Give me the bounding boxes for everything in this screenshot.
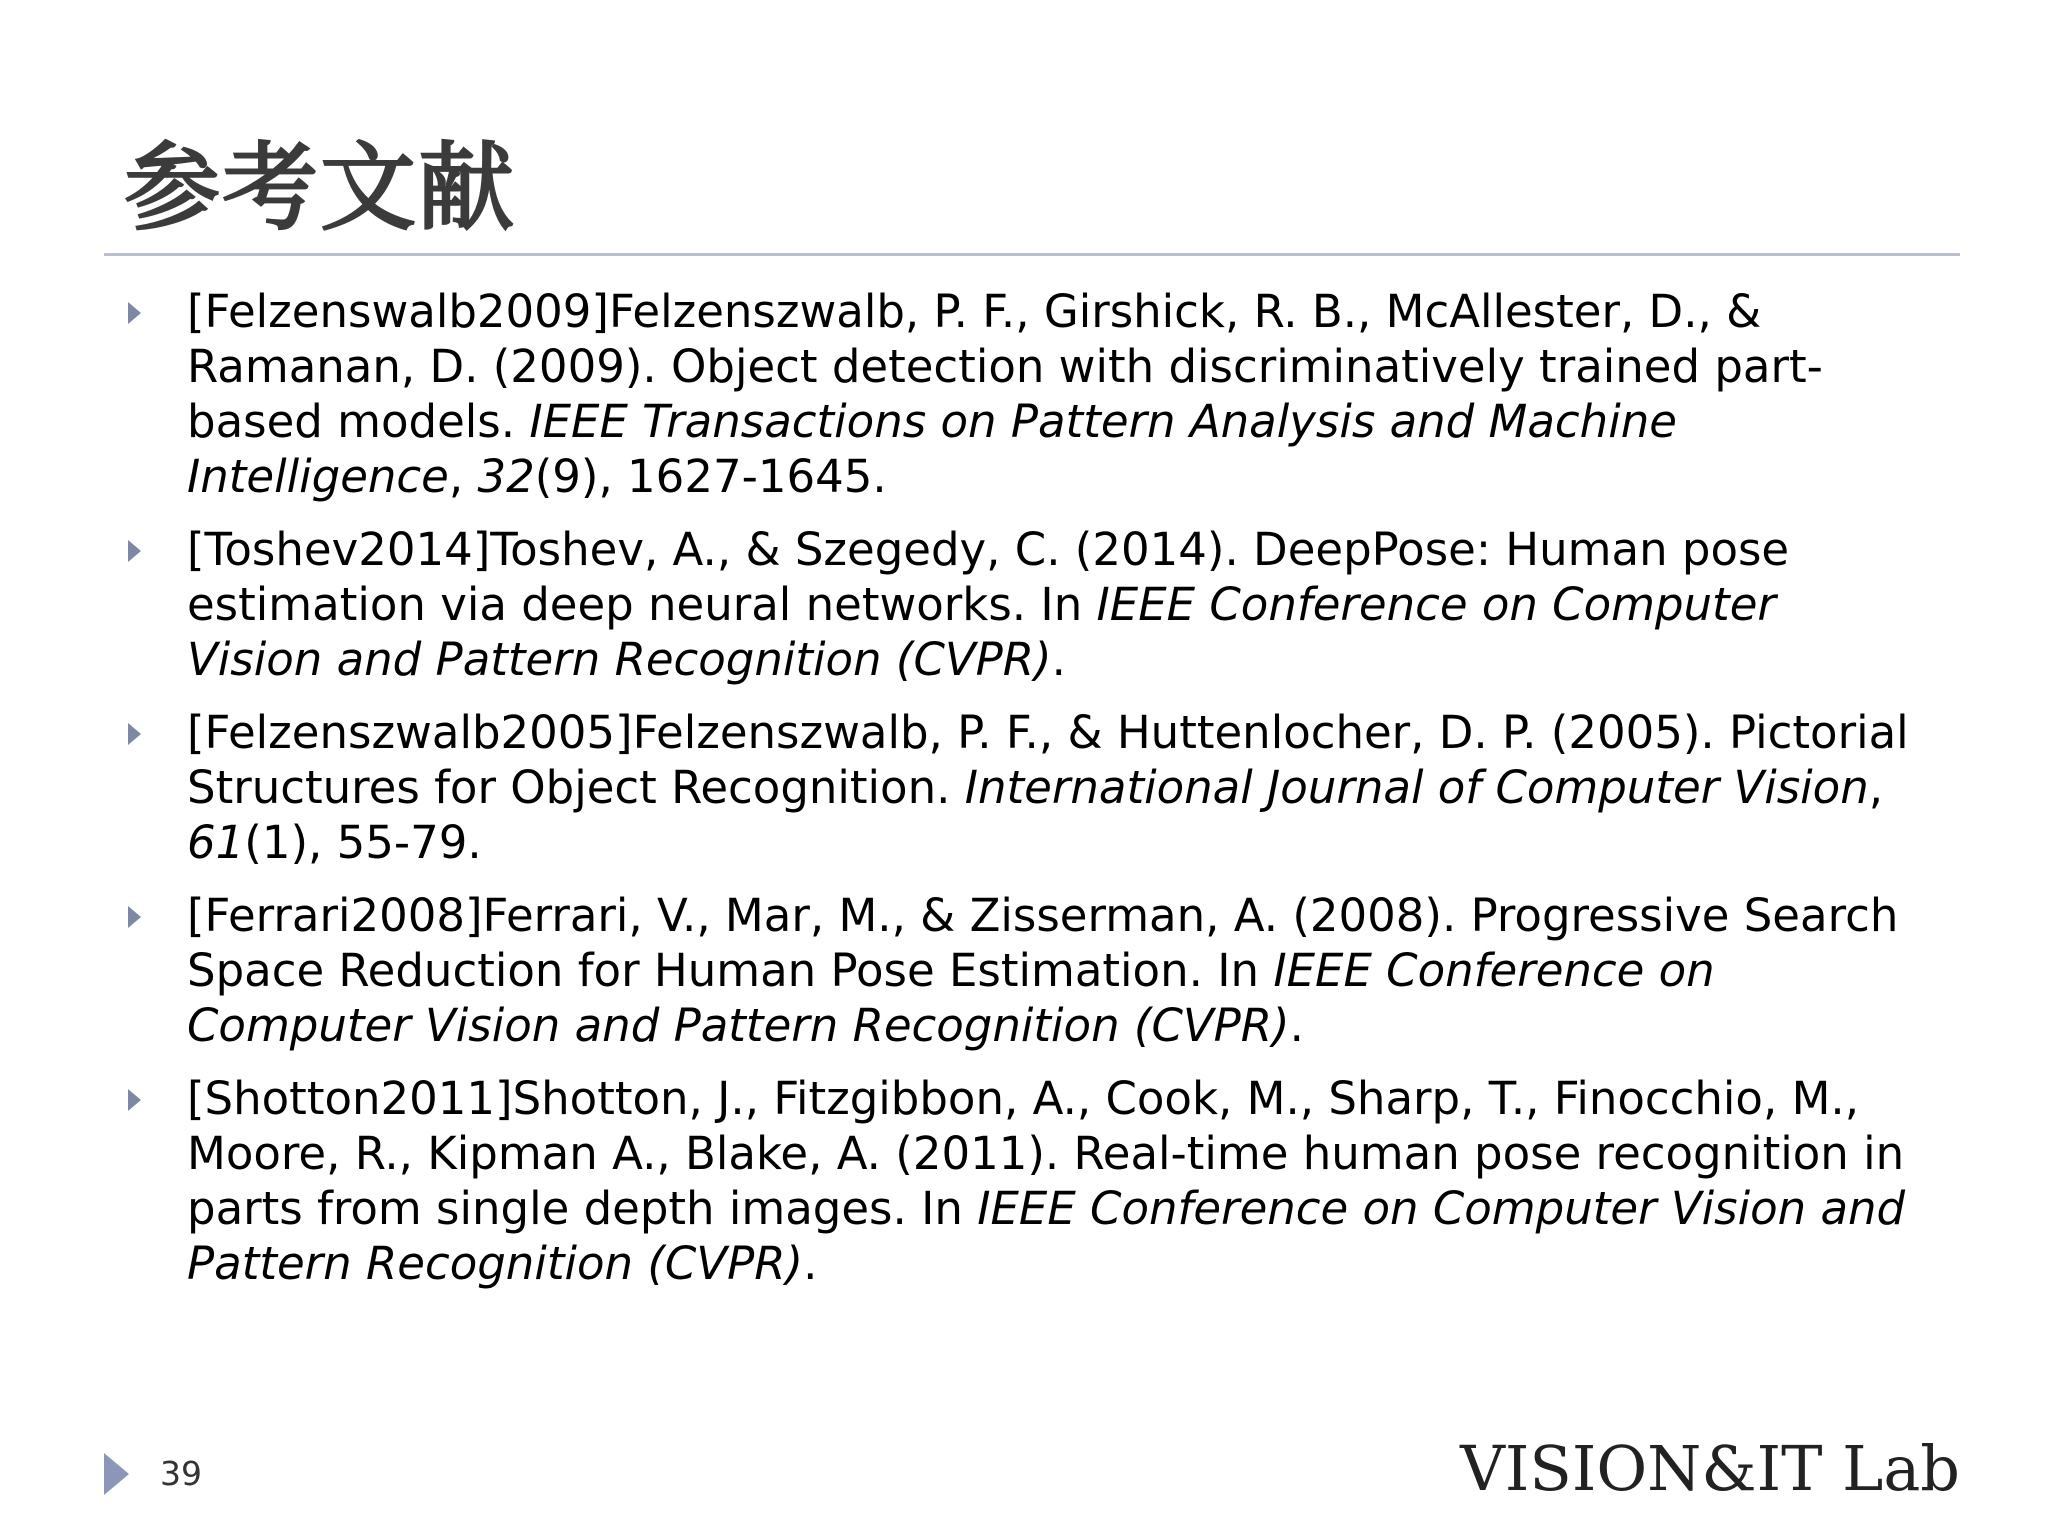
triangle-bullet-icon: [128, 1089, 141, 1111]
reference-item: [124, 522, 1924, 687]
reference-text: [Ferrari2008]Ferrari, V., Mar, M., & Zisserman, A. (2008). Progressive Search Space Reduction for Human Pose Estimation. In IEEE Conference on Computer Vision and Pattern Recognition (CVPR).: [187, 889, 1899, 1052]
triangle-bullet-icon: [128, 906, 141, 928]
reference-text: [Felzenswalb2009]Felzenszwalb, P. F., Girshick, R. B., McAllester, D., & Ramanan, D. (2009). Object detection with discriminatively trained part-based models. IEEE Transactions on Pattern Analysis and Machine Intelligence, 32(9), 1627-1645.: [187, 285, 1823, 503]
reference-item: [124, 284, 1924, 504]
reference-item: [124, 1071, 1924, 1291]
page-number: 39: [160, 1454, 202, 1493]
footer-arrow-icon: [104, 1453, 129, 1495]
reference-text: [Felzenszwalb2005]Felzenszwalb, P. F., & Huttenlocher, D. P. (2005). Pictorial Structures for Object Recognition. International Journal of Computer Vision, 61(1), 55-79.: [187, 706, 1909, 869]
reference-item: [124, 888, 1924, 1053]
title-divider: [104, 253, 1960, 256]
reference-text: [Shotton2011]Shotton, J., Fitzgibbon, A., Cook, M., Sharp, T., Finocchio, M., Moore, R., Kipman A., Blake, A. (2011). Real-time human pose recognition in parts from single depth images. In IEEE Conference on Computer Vision and Pattern Recognition (CVPR).: [187, 1072, 1906, 1290]
triangle-bullet-icon: [128, 723, 141, 745]
reference-item: [124, 705, 1924, 870]
triangle-bullet-icon: [128, 540, 141, 562]
triangle-bullet-icon: [128, 302, 141, 324]
reference-text: [Toshev2014]Toshev, A., & Szegedy, C. (2014). DeepPose: Human pose estimation via deep neural networks. In IEEE Conference on Computer Vision and Pattern Recognition (CVPR).: [187, 523, 1790, 686]
slide-title: 参考文献: [124, 131, 516, 244]
lab-logo: VISION&IT Lab: [1460, 1432, 1960, 1505]
reference-list: [124, 284, 1924, 1309]
